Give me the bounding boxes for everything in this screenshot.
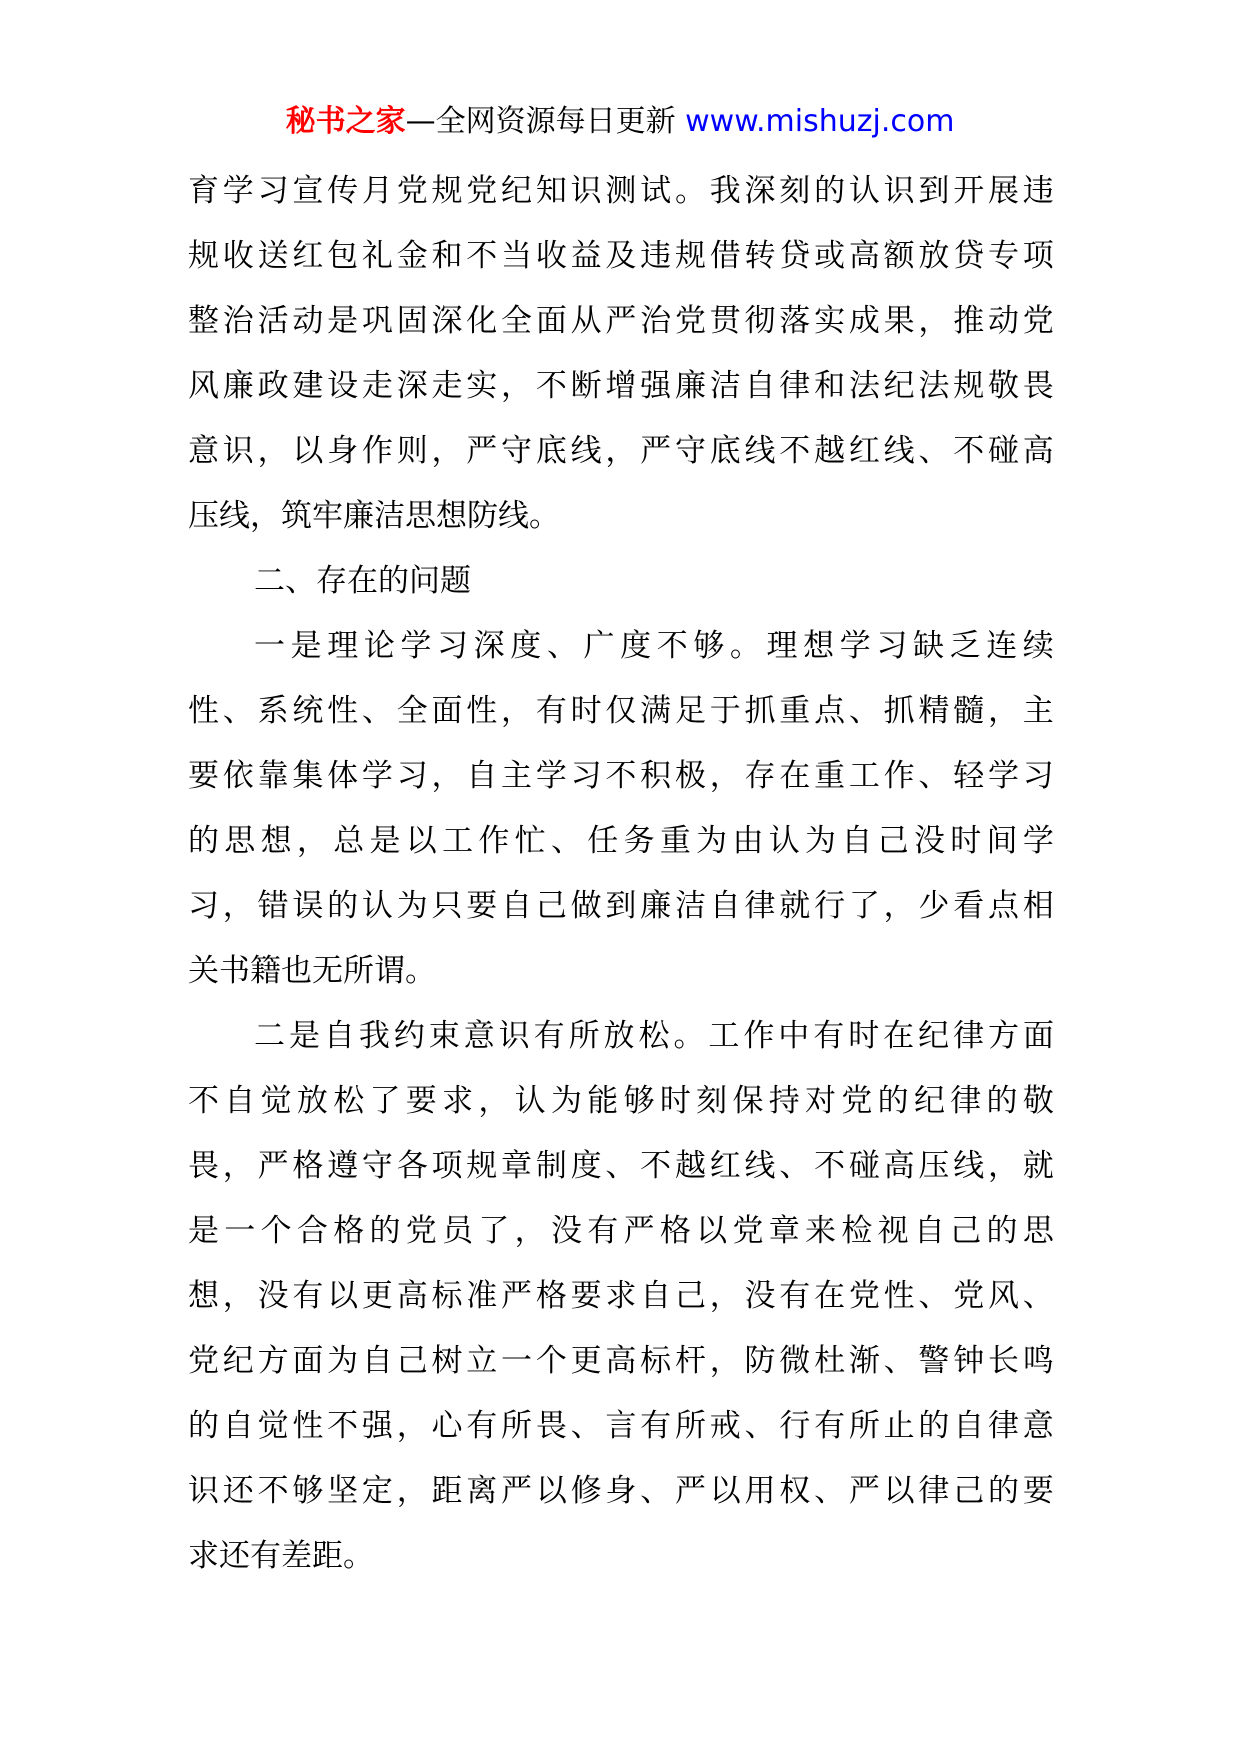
text-line: 的 自 觉 性 不 强 ， 心 有 所 畏 、 言 有 所 戒 、 行 有 所 止 的 自 律 意: [188, 1408, 1054, 1444]
header-slogan: —全网资源每日更新: [405, 104, 676, 139]
text-line: 求还有差距。: [188, 1538, 374, 1574]
text-line: 意 识 ， 以 身 作 则 ， 严 守 底 线 ， 严 守 底 线 不 越 红 线 、 不 碰 高: [188, 433, 1054, 469]
brand-name: 秘书之家: [285, 104, 406, 139]
text-line: 性 、 系 统 性 、 全 面 性 ， 有 时 仅 满 足 于 抓 重 点 、 抓 精 髓 ， 主: [188, 693, 1054, 729]
text-line: 规 收 送 红 包 礼 金 和 不 当 收 益 及 违 规 借 转 贷 或 高 额 放 贷 专 项: [188, 238, 1054, 274]
text-line: 识 还 不 够 坚 定 ， 距 离 严 以 修 身 、 严 以 用 权 、 严 以 律 己 的 要: [188, 1473, 1054, 1509]
text-line: 压线，筑牢廉洁思想防线。: [188, 498, 560, 534]
document-body: [188, 159, 1054, 1589]
text-line: 畏 ， 严 格 遵 守 各 项 规 章 制 度 、 不 越 红 线 、 不 碰 高 压 线 ， 就: [188, 1148, 1054, 1184]
text-line: 二 是 自 我 约 束 意 识 有 所 放 松 。 工 作 中 有 时 在 纪 律 方 面: [254, 1018, 1054, 1054]
text-line: 整 治 活 动 是 巩 固 深 化 全 面 从 严 治 党 贯 彻 落 实 成 果 ， 推 动 党: [188, 303, 1054, 339]
text-line: 要 依 靠 集 体 学 习 ， 自 主 学 习 不 积 极 ， 存 在 重 工 作 、 轻 学 习: [188, 758, 1054, 794]
text-line: 关书籍也无所谓。: [188, 953, 436, 989]
text-line: 的 思 想 ， 总 是 以 工 作 忙 、 任 务 重 为 由 认 为 自 己 没 时 间 学: [188, 823, 1054, 859]
text-line: 是 一 个 合 格 的 党 员 了 ， 没 有 严 格 以 党 章 来 检 视 自 己 的 思: [188, 1213, 1054, 1249]
text-line: 习 ， 错 误 的 认 为 只 要 自 己 做 到 廉 洁 自 律 就 行 了 ， 少 看 点 相: [188, 888, 1054, 924]
section-heading: 二、存在的问题: [254, 563, 471, 599]
text-line: 党 纪 方 面 为 自 己 树 立 一 个 更 高 标 杆 ， 防 微 杜 渐 、 警 钟 长 鸣: [188, 1343, 1054, 1379]
text-line: 想 ， 没 有 以 更 高 标 准 严 格 要 求 自 己 ， 没 有 在 党 性 、 党 风 、: [188, 1278, 1054, 1314]
site-url: www.mishuzj.com: [685, 104, 955, 139]
text-line: 风 廉 政 建 设 走 深 走 实 ， 不 断 增 强 廉 洁 自 律 和 法 纪 法 规 敬 畏: [188, 368, 1054, 404]
text-line: 不 自 觉 放 松 了 要 求 ， 认 为 能 够 时 刻 保 持 对 党 的 纪 律 的 敬: [188, 1083, 1054, 1119]
text-line: 一 是 理 论 学 习 深 度 、 广 度 不 够 。 理 想 学 习 缺 乏 连 续: [254, 628, 1054, 664]
page-header: [0, 100, 1240, 144]
text-line: 育 学 习 宣 传 月 党 规 党 纪 知 识 测 试 。 我 深 刻 的 认 识 到 开 展 违: [188, 173, 1054, 209]
